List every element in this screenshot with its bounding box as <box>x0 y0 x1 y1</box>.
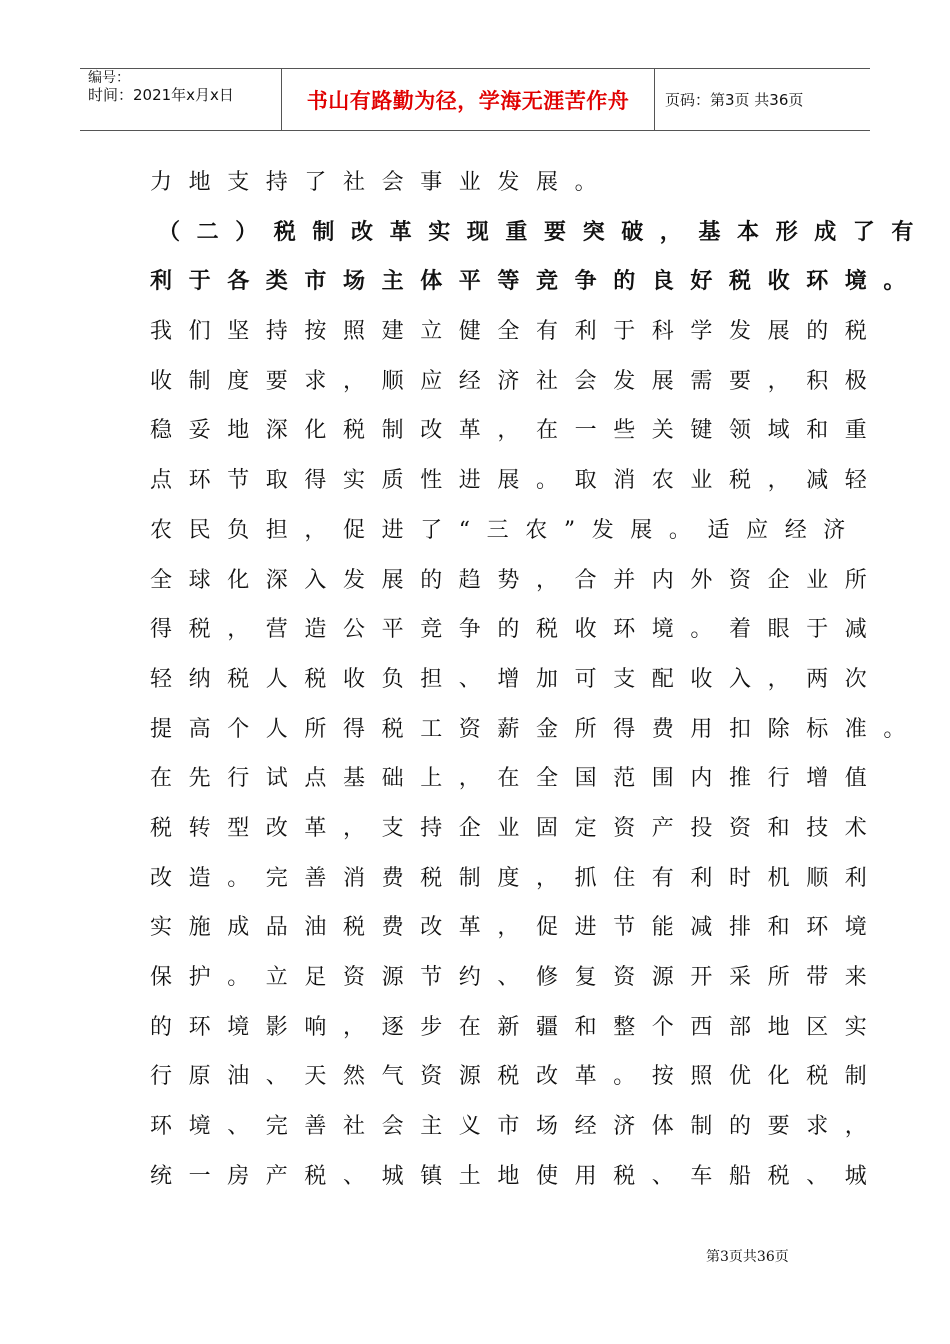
page-footer: 第3页共36页 <box>706 1249 789 1265</box>
section-heading-line: （二）税制改革实现重要突破，基本形成了有 <box>158 218 931 245</box>
header-motto: 书山有路勤为径，学海无涯苦作舟 <box>282 69 655 130</box>
body-line: 税转型改革，支持企业固定资产投资和技术 <box>150 815 884 841</box>
document-date: 时间：2021年x月x日 <box>88 86 234 104</box>
body-line: 收制度要求，顺应经济社会发展需要，积极 <box>150 368 884 394</box>
body-line: 全球化深入发展的趋势，合并内外资企业所 <box>150 567 884 593</box>
header-page-info: 页码：第3页 共36页 <box>665 91 804 109</box>
body-line: 力地支持了社会事业发展。 <box>150 170 614 195</box>
body-line: 改造。完善消费税制度，抓住有利时机顺利 <box>150 865 884 891</box>
body-line: 统一房产税、城镇土地使用税、车船税、城 <box>150 1163 884 1189</box>
body-line: 提高个人所得税工资薪金所得费用扣除标准。 <box>150 716 923 742</box>
document-number-label: 编号： <box>88 70 130 86</box>
body-line: 在先行试点基础上，在全国范围内推行增值 <box>150 766 884 792</box>
document-body <box>150 158 931 1201</box>
body-line: 环境、完善社会主义市场经济体制的要求， <box>150 1114 884 1140</box>
body-line: 点环节取得实质性进展。取消农业税，减轻 <box>150 468 884 494</box>
body-line: 农民负担，促进了“三农”发展。适应经济 <box>150 517 862 543</box>
body-line: 稳妥地深化税制改革，在一些关键领域和重 <box>150 418 884 444</box>
section-heading-line: 利于各类市场主体平等竞争的良好税收环境。 <box>150 268 923 295</box>
body-line: 的环境影响，逐步在新疆和整个西部地区实 <box>150 1014 884 1040</box>
body-line: 轻纳税人税收负担、增加可支配收入，两次 <box>150 666 884 692</box>
header-meta <box>80 69 282 130</box>
body-line: 得税，营造公平竞争的税收环境。着眼于减 <box>150 617 884 643</box>
body-line: 保护。立足资源节约、修复资源开采所带来 <box>150 965 884 990</box>
body-line: 实施成品油税费改革，促进节能减排和环境 <box>150 915 884 941</box>
body-line: 行原油、天然气资源税改革。按照优化税制 <box>150 1064 884 1090</box>
body-line: 我们坚持按照建立健全有利于科学发展的税 <box>150 319 884 345</box>
page-header <box>80 68 870 131</box>
